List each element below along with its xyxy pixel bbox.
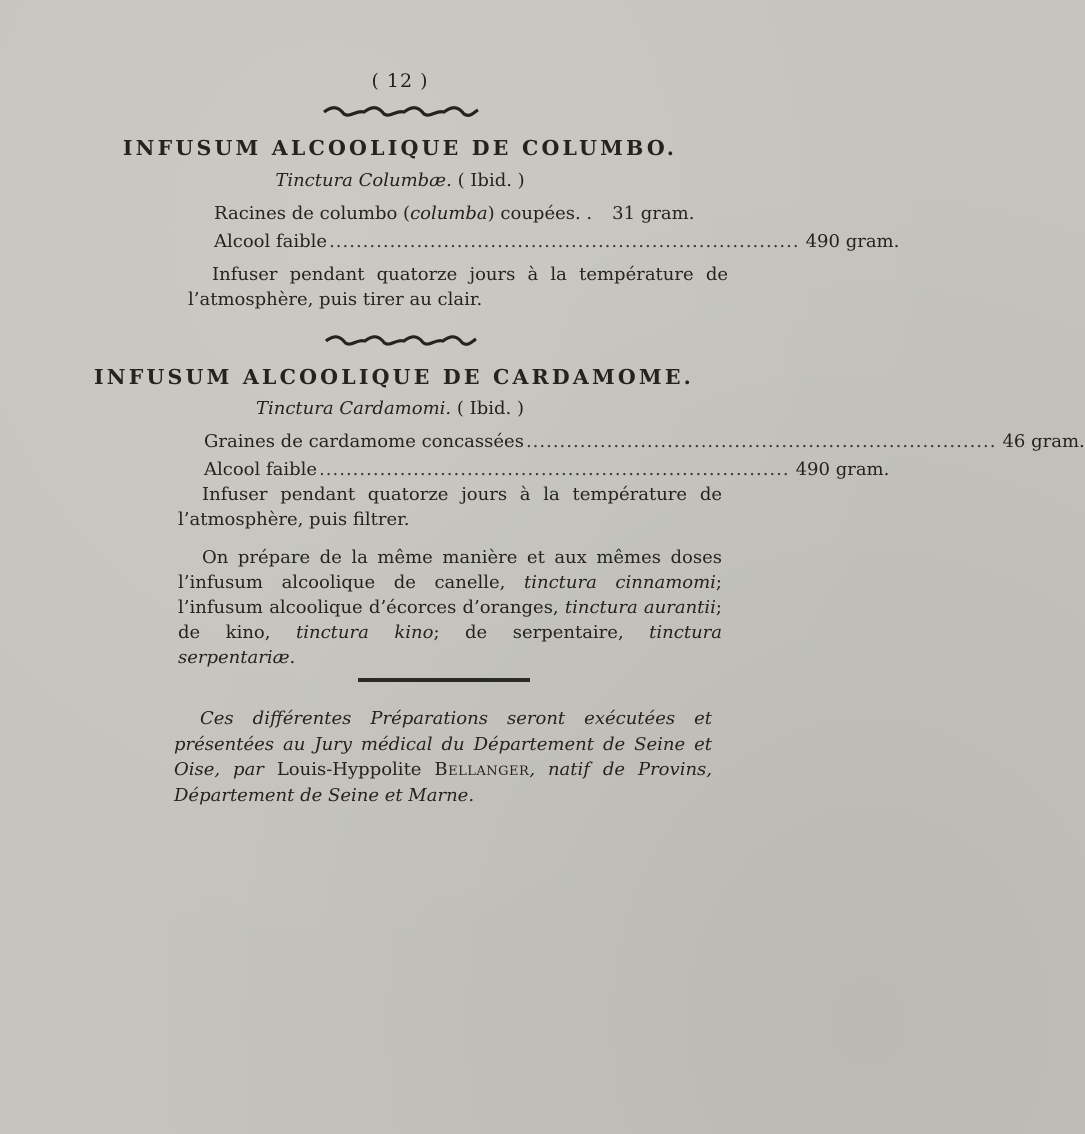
ingredient-row xyxy=(204,459,890,480)
section-subtitle-columbo xyxy=(0,170,800,191)
ingredient-row xyxy=(214,203,695,224)
section-title-columbo: INFUSUM ALCOOLIQUE DE COLUMBO. xyxy=(122,136,678,160)
ingredient-quantity: 490 gram. xyxy=(805,231,900,252)
author-name: Louis-Hyppolite xyxy=(276,759,435,780)
leader-dots: ...................................................................... xyxy=(319,459,790,480)
ingredient-row xyxy=(204,431,1085,452)
ingredient-quantity: 46 gram. xyxy=(1002,431,1085,452)
footer-note: Ces différentes Préparations seront exécutées et présentées au Jury médical du Département de Seine et Oise, par Louis-Hyppolite Bellanger, natif de Provins, Département de Seine et Marne. xyxy=(174,708,712,806)
instruction-columbo: Infuser pendant quatorze jours à la température de l’atmosphère, puis tirer au clair. xyxy=(188,264,728,310)
author-surname: Bellanger xyxy=(434,759,530,780)
page-number: ( 12 ) xyxy=(371,70,429,92)
wave-ornament-middle xyxy=(0,333,800,353)
wave-ornament-top xyxy=(0,104,800,124)
section-subtitle-cardamome xyxy=(0,398,790,419)
leader-dots: ...................................................................... xyxy=(525,431,997,452)
preparation-note: On prépare de la même manière et aux mêmes doses l’infusum alcoolique de canelle, tinctura cinnamomi; l’infusum alcoolique d’écorces d’oranges, tinctura aurantii; de kino, tinctura kino; de serpentaire, tinctura serpentariæ. xyxy=(178,547,722,668)
ingredient-label: Alcool faible xyxy=(214,231,328,252)
reference: ( Ibid. ) xyxy=(457,170,525,191)
instruction-cardamome: Infuser pendant quatorze jours à la température de l’atmosphère, puis filtrer. xyxy=(178,484,722,530)
latin-name: Tinctura Cardamomi. xyxy=(256,398,452,419)
wave-ornament-icon xyxy=(322,333,478,349)
divider-rule xyxy=(358,678,530,682)
ingredient-row xyxy=(214,231,900,252)
ingredient-label: Racines de columbo (columba) coupées. . xyxy=(214,203,593,224)
ingredient-label: Alcool faible xyxy=(204,459,318,480)
ingredient-quantity: 31 gram. xyxy=(612,203,695,224)
leader-dots: ...................................................................... xyxy=(329,231,800,252)
reference: ( Ibid. ) xyxy=(456,398,524,419)
latin-name: Tinctura Columbæ. xyxy=(275,170,452,191)
section-title-cardamome: INFUSUM ALCOOLIQUE DE CARDAMOME. xyxy=(93,365,694,389)
ingredient-label: Graines de cardamome concassées xyxy=(204,431,524,452)
ingredient-quantity: 490 gram. xyxy=(795,459,890,480)
wave-ornament-icon xyxy=(320,104,480,120)
